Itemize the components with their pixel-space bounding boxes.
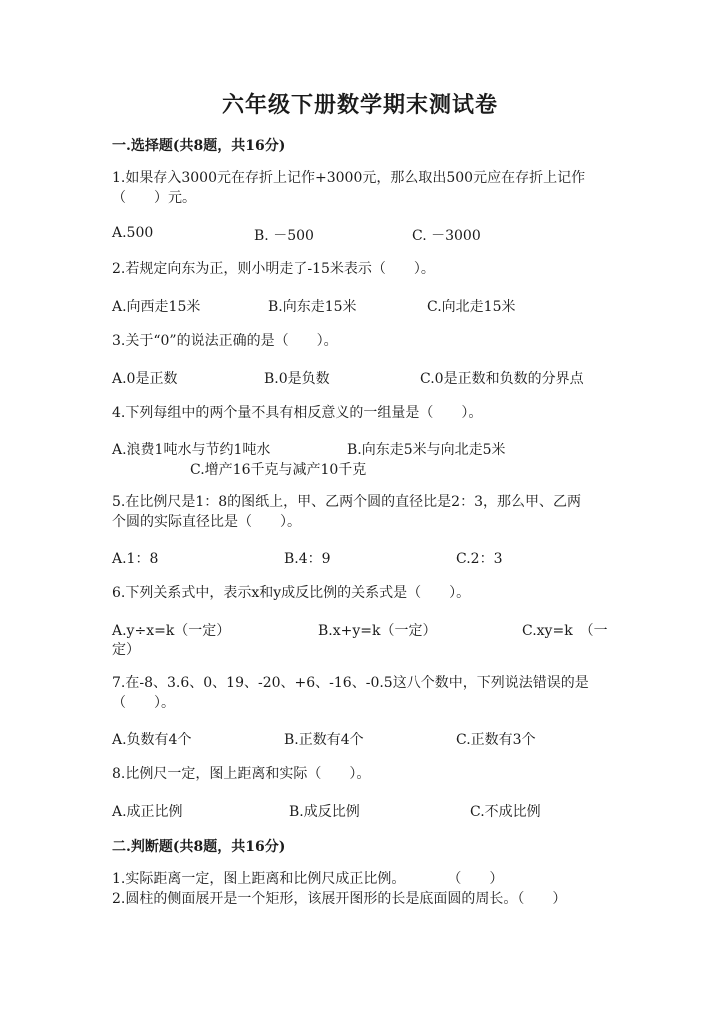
question-7-option-c: C.正数有3个 bbox=[456, 732, 536, 748]
question-1-option-a: A.500 bbox=[112, 225, 154, 241]
question-6-option-c-cont: 定） bbox=[112, 642, 140, 658]
question-8-option-c: C.不成比例 bbox=[470, 804, 541, 820]
question-3-option-b: B.0是负数 bbox=[264, 371, 330, 387]
question-6-option-a: A.y÷x=k（一定） bbox=[112, 623, 231, 639]
question-5-option-b: B.4：9 bbox=[284, 551, 331, 567]
question-2-option-c: C.向北走15米 bbox=[427, 299, 516, 315]
question-8-stem: 8.比例尺一定，图上距离和实际（ ）。 bbox=[112, 766, 371, 782]
page-title: 六年级下册数学期末测试卷 bbox=[221, 92, 498, 118]
section-heading-choice: 一.选择题(共8题，共16分) bbox=[112, 138, 286, 154]
question-1-stem-cont: （ ）元。 bbox=[112, 190, 196, 206]
question-7-option-a: A.负数有4个 bbox=[112, 732, 192, 748]
question-6-option-b: B.x+y=k（一定） bbox=[318, 623, 437, 639]
section-heading-judge: 二.判断题(共8题，共16分) bbox=[112, 839, 286, 855]
question-4-option-b: B.向东走5米与向北走5米 bbox=[347, 442, 506, 458]
question-2-option-a: A.向西走15米 bbox=[112, 299, 201, 315]
question-4-option-a: A.浪费1吨水与节约1吨水 bbox=[112, 442, 271, 458]
question-4-stem: 4.下列每组中的两个量不具有相反意义的一组量是（ ）。 bbox=[112, 405, 483, 421]
question-3-stem: 3.关于“0”的说法正确的是（ ）。 bbox=[112, 333, 338, 349]
question-1-option-b: B. －500 bbox=[254, 228, 314, 244]
judge-question-1: 1.实际距离一定，图上距离和比例尺成正比例。 （ ） bbox=[112, 871, 504, 887]
question-8-option-b: B.成反比例 bbox=[289, 804, 360, 820]
question-5-stem: 5.在比例尺是1：8的图纸上，甲、乙两个圆的直径比是2：3，那么甲、乙两 bbox=[112, 494, 581, 510]
question-3-option-c: C.0是正数和负数的分界点 bbox=[420, 371, 584, 387]
question-1-option-c: C. －3000 bbox=[412, 228, 481, 244]
question-4-option-c: C.增产16千克与减产10千克 bbox=[190, 462, 367, 478]
question-5-option-a: A.1：8 bbox=[112, 551, 159, 567]
judge-question-2: 2.圆柱的侧面展开是一个矩形，该展开图形的长是底面圆的周长。（ ） bbox=[112, 891, 567, 907]
question-6-stem: 6.下列关系式中，表示x和y成反比例的关系式是（ ）。 bbox=[112, 585, 471, 601]
question-7-stem-cont: （ ）。 bbox=[112, 695, 175, 711]
question-3-option-a: A.0是正数 bbox=[112, 371, 178, 387]
question-7-option-b: B.正数有4个 bbox=[284, 732, 364, 748]
question-5-stem-cont: 个圆的实际直径比是（ ）。 bbox=[112, 514, 301, 530]
question-8-option-a: A.成正比例 bbox=[112, 804, 183, 820]
question-7-stem: 7.在-8、3.6、0、19、-20、+6、-16、-0.5这八个数中，下列说法错误的是 bbox=[112, 675, 589, 691]
question-5-option-c: C.2：3 bbox=[456, 551, 503, 567]
question-2-stem: 2.若规定向东为正，则小明走了-15米表示（ ）。 bbox=[112, 261, 435, 277]
question-6-option-c: C.xy=k （一 bbox=[522, 623, 608, 639]
question-1-stem: 1.如果存入3000元在存折上记作+3000元，那么取出500元应在存折上记作 bbox=[112, 170, 586, 186]
question-2-option-b: B.向东走15米 bbox=[268, 299, 357, 315]
